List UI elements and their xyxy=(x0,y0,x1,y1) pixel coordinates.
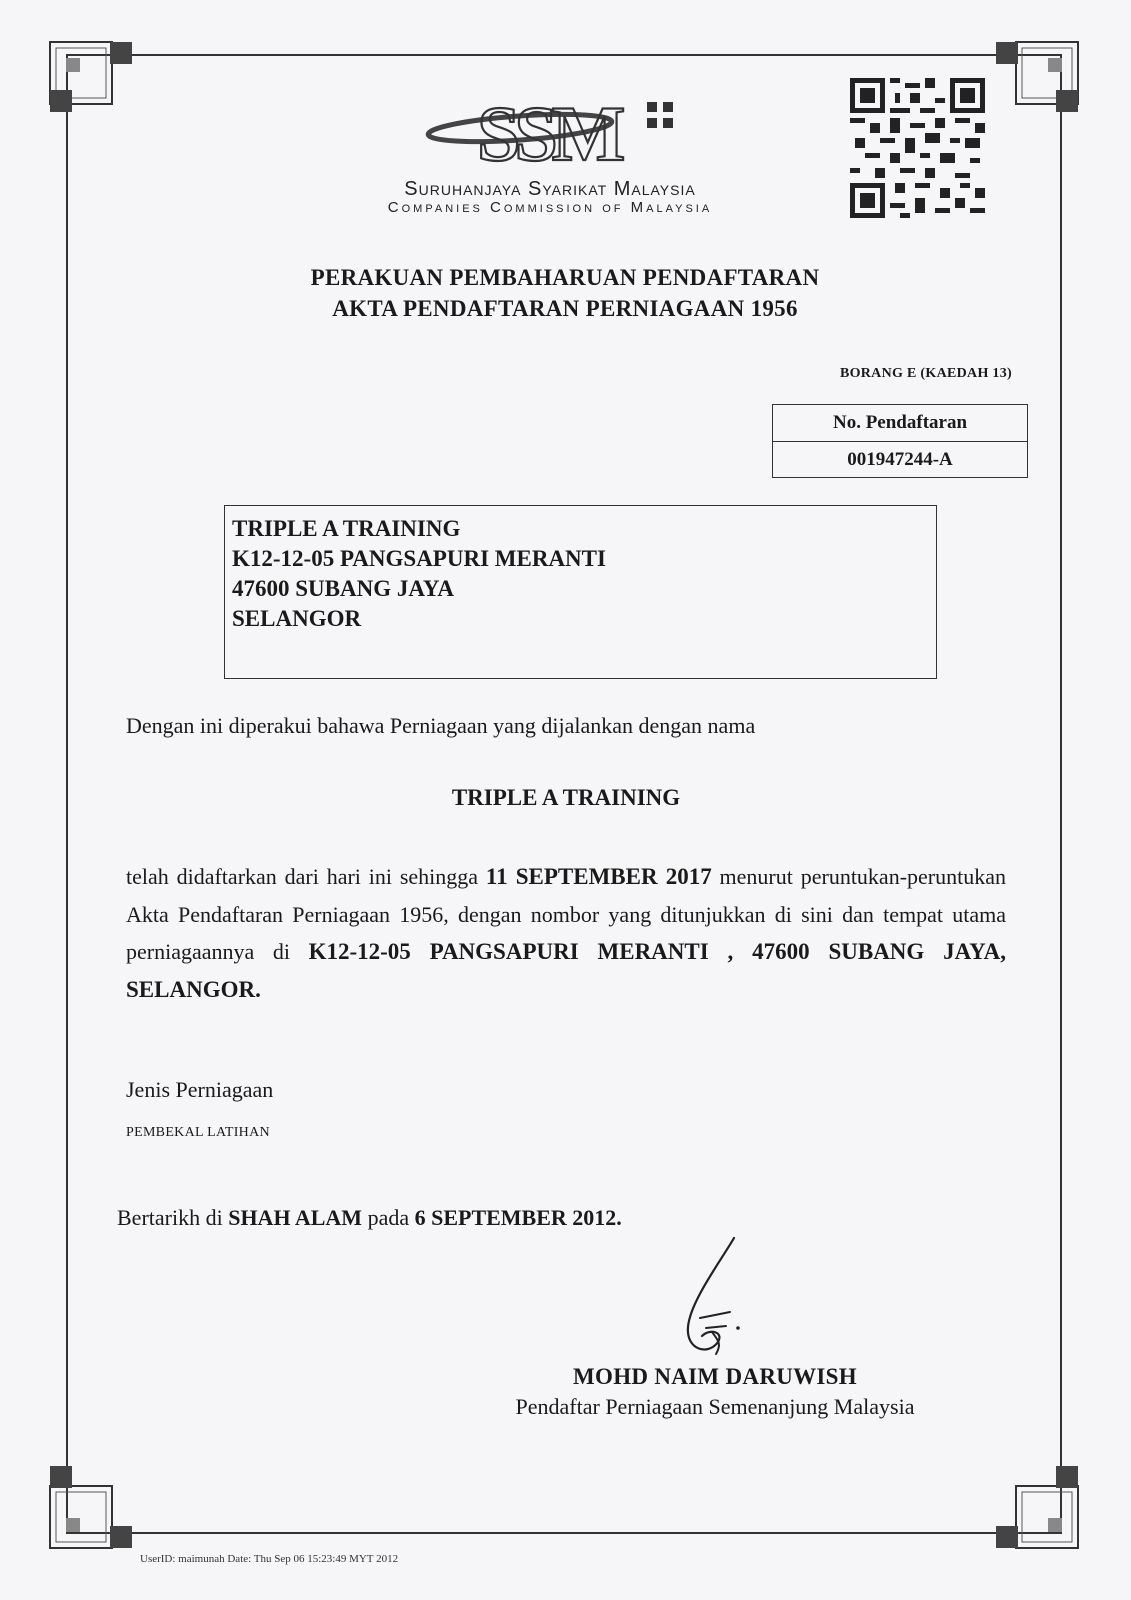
registration-number-value: 001947244-A xyxy=(847,449,953,470)
organization-name xyxy=(250,178,850,216)
paragraph-text-part1: telah didaftarkan dari hari ini sehingga xyxy=(126,864,486,889)
frame-left-line xyxy=(66,54,68,1534)
business-name: TRIPLE A TRAINING xyxy=(451,785,681,810)
expiry-date: 11 SEPTEMBER 2017 xyxy=(485,864,712,889)
ssm-logo xyxy=(425,88,695,170)
signatory-title: Pendaftar Perniagaan Semenanjung Malaysia xyxy=(515,1394,915,1419)
corner-ornament-bottom-right xyxy=(990,1460,1080,1550)
dated-line xyxy=(117,1205,622,1231)
certificate-title-line2: AKTA PENDAFTARAN PERNIAGAAN 1956 xyxy=(332,296,798,321)
frame-right-line xyxy=(1060,54,1062,1534)
corner-ornament-top-right xyxy=(990,40,1080,130)
certification-intro: Dengan ini diperakui bahawa Perniagaan yang dijalankan dengan nama xyxy=(126,713,756,738)
business-address-box xyxy=(224,505,937,679)
certificate-title-line1: PERAKUAN PEMBAHARUAN PENDAFTARAN xyxy=(310,265,820,290)
address-line-street: K12-12-05 PANGSAPURI MERANTI xyxy=(232,546,606,571)
frame-bottom-line xyxy=(66,1532,1062,1534)
signatory-name: MOHD NAIM DARUWISH xyxy=(573,1364,857,1389)
paragraph-text-part2: menurut peruntukan-peruntukan Akta Pendaftaran Perniagaan 1956, dengan nombor yang ditunjukkan di sini dan tempat utama perniagaannya di xyxy=(126,864,1006,964)
form-reference: BORANG E (KAEDAH 13) xyxy=(839,366,1012,381)
footer-user-info: UserID: maimunah Date: Thu Sep 06 15:23:49 MYT 2012 xyxy=(140,1553,399,1565)
registration-number-box xyxy=(772,404,1028,478)
business-type-value: PEMBEKAL LATIHAN xyxy=(126,1125,270,1140)
corner-ornament-bottom-left xyxy=(48,1460,138,1550)
signature-icon xyxy=(660,1232,770,1362)
corner-ornament-top-left xyxy=(48,40,138,130)
qr-code-icon xyxy=(850,78,985,218)
dated-middle: pada xyxy=(362,1205,415,1230)
dated-place: SHAH ALAM xyxy=(228,1205,363,1230)
certification-paragraph xyxy=(126,858,1006,1008)
svg-text:SSM: SSM xyxy=(477,90,620,170)
address-line-postcode-city: 47600 SUBANG JAYA xyxy=(232,576,454,601)
place-of-business: K12-12-05 PANGSAPURI MERANTI , 47600 SUBANG JAYA, SELANGOR. xyxy=(126,939,1007,1002)
certificate-title xyxy=(150,262,980,324)
registration-number-label: No. Pendaftaran xyxy=(773,405,1027,442)
dated-date: 6 SEPTEMBER 2012. xyxy=(414,1205,622,1230)
address-line-business-name: TRIPLE A TRAINING xyxy=(232,516,461,541)
frame-top-line xyxy=(66,54,1062,56)
business-type-label: Jenis Perniagaan xyxy=(126,1077,274,1102)
org-name-malay: Suruhanjaya Syarikat Malaysia xyxy=(404,178,696,200)
address-line-state: SELANGOR xyxy=(232,606,362,631)
dated-prefix: Bertarikh di xyxy=(117,1205,229,1230)
org-name-english: Companies Commission of Malaysia xyxy=(387,199,713,216)
